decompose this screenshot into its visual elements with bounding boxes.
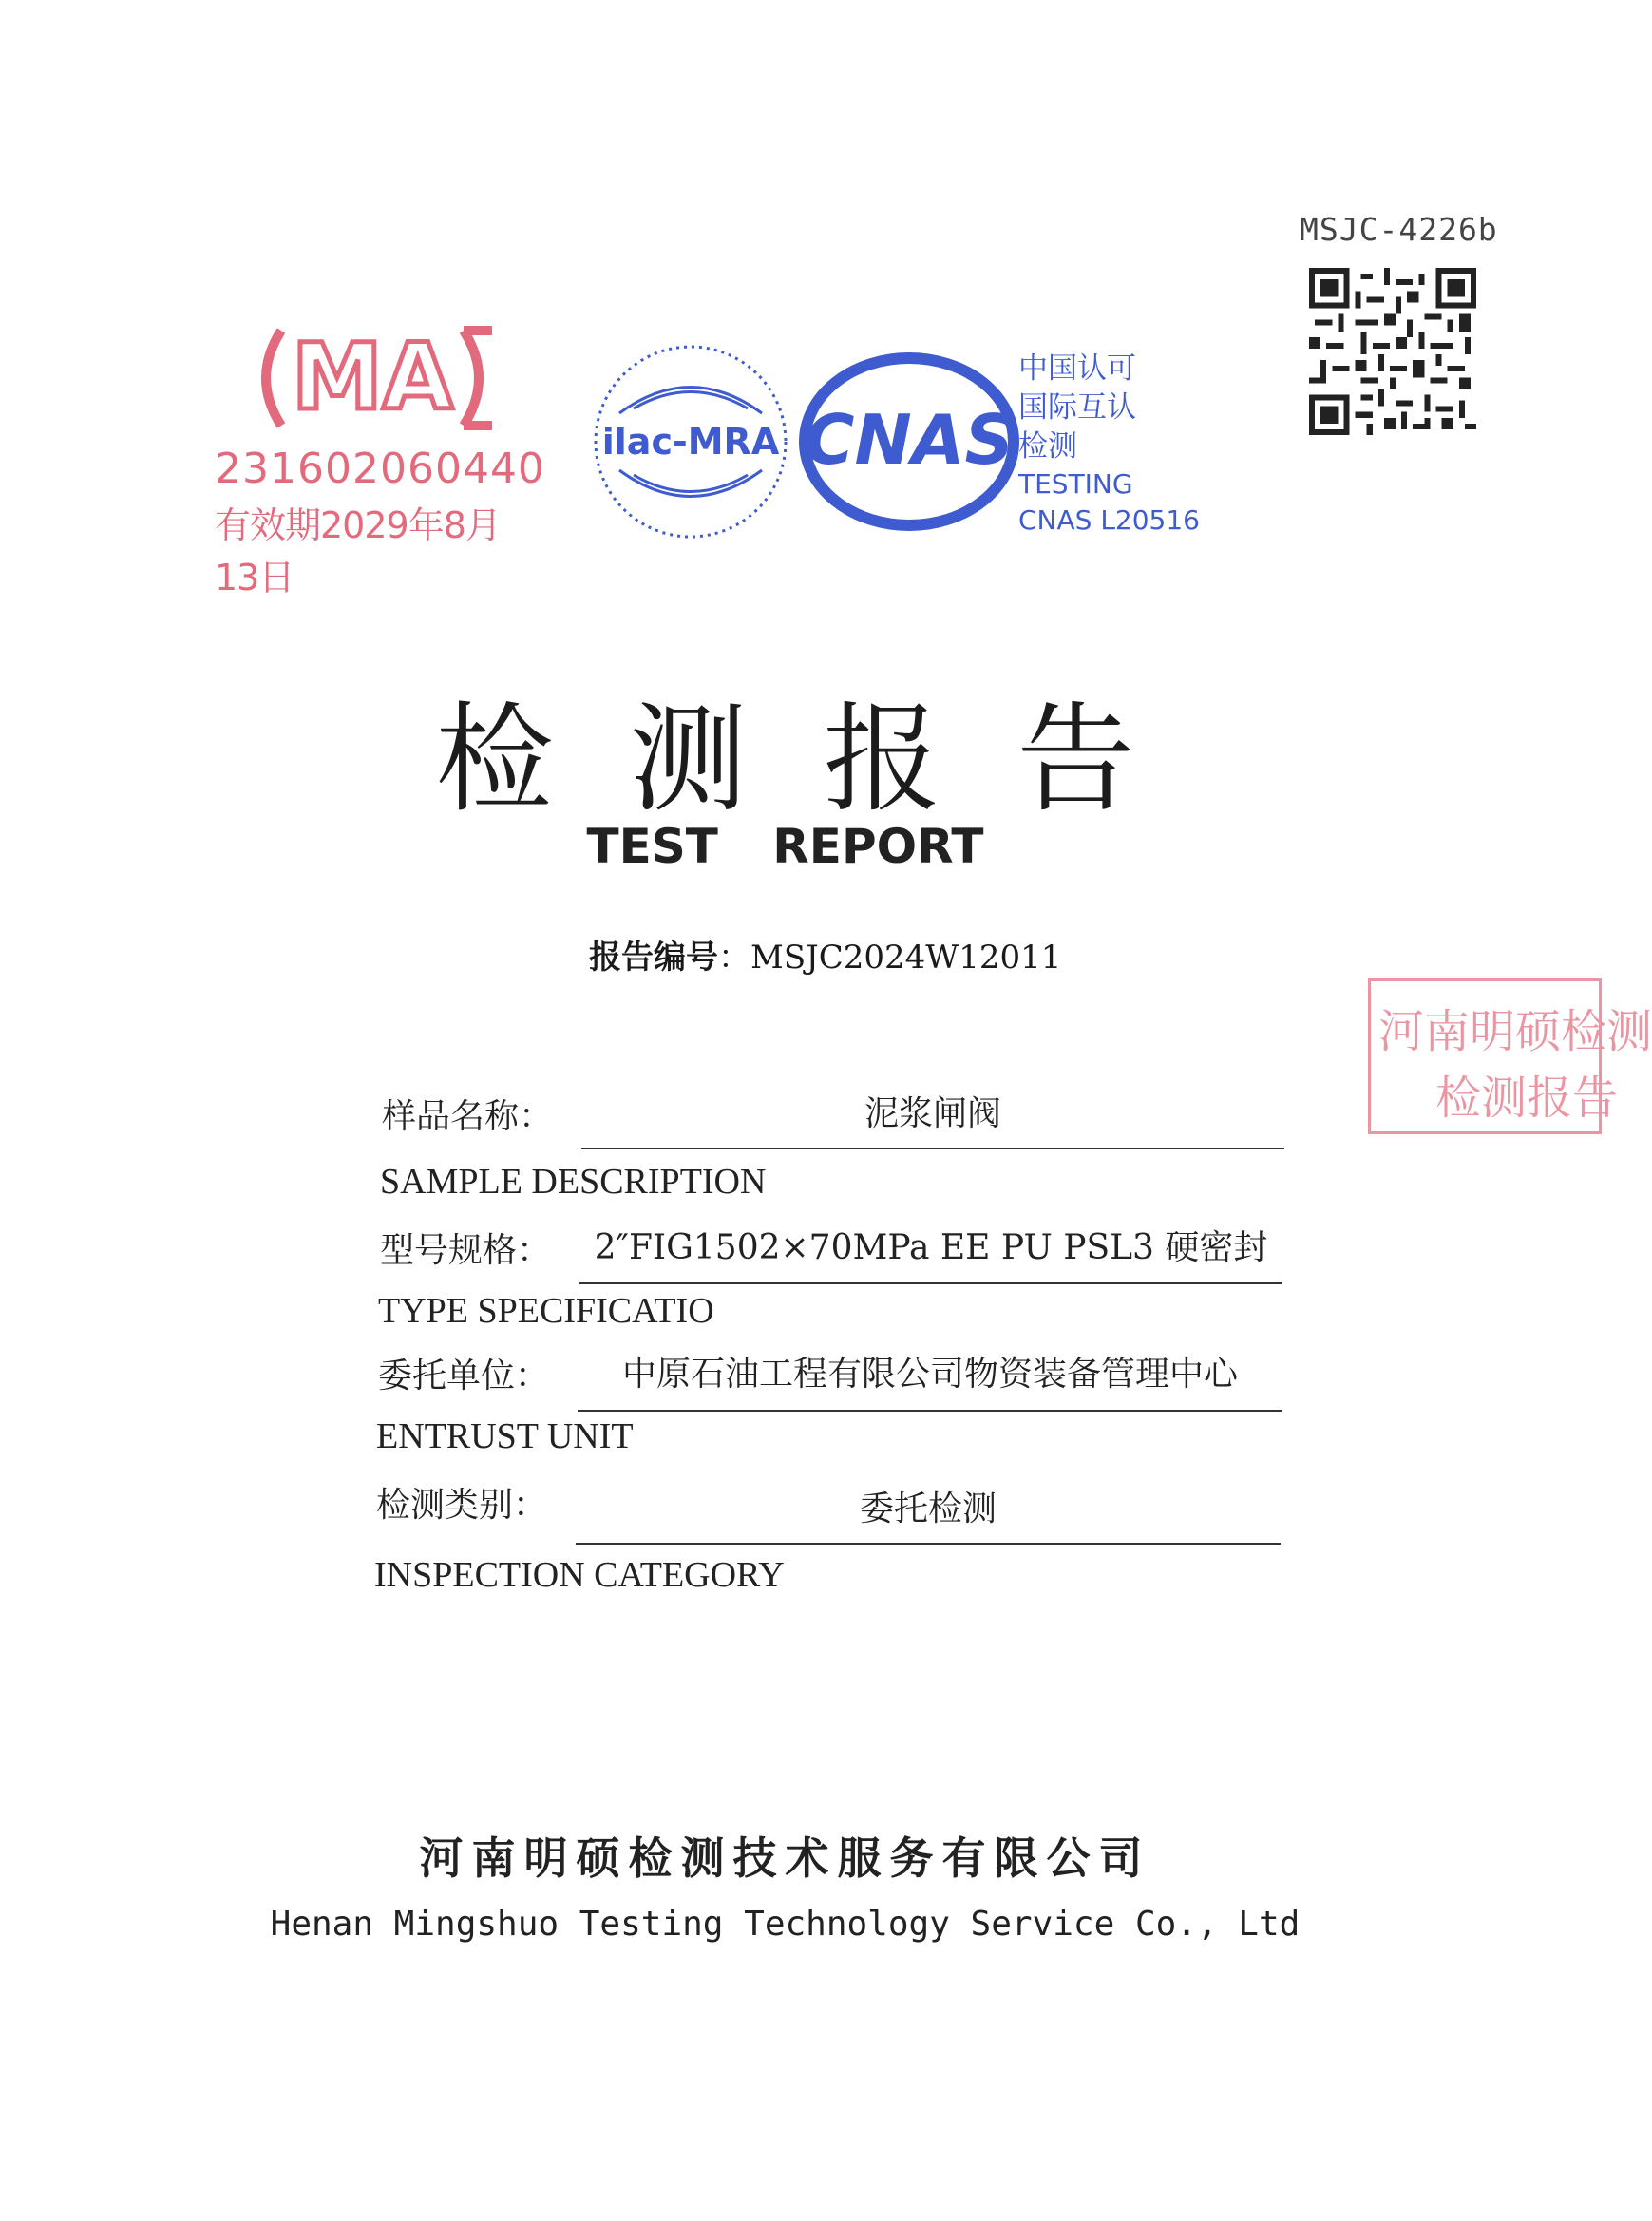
sample-name-underline <box>581 1148 1284 1149</box>
inspection-category-underline <box>576 1543 1281 1545</box>
type-spec-label-en: TYPE SPECIFICATIO <box>378 1291 714 1331</box>
entrust-unit-label-en: ENTRUST UNIT <box>376 1416 634 1456</box>
cnas-cn-line3: 检测 <box>1018 429 1077 464</box>
cnas-number: CNAS L20516 <box>1018 504 1200 536</box>
title-english: TEST REPORT <box>586 819 984 874</box>
cma-stamp <box>211 313 545 598</box>
cma-validity: 有效期2029年8月13日 <box>215 504 501 598</box>
seal-line1: 河南明硕检测 <box>1378 1005 1652 1058</box>
cma-logo-text: MA <box>292 324 453 430</box>
qr-code <box>1309 268 1476 435</box>
report-number <box>589 931 1061 978</box>
cnas-en-line: TESTING <box>1018 468 1133 500</box>
company-name-chinese: 河南明硕检测技术服务有限公司 <box>419 1832 1151 1884</box>
type-spec-underline <box>579 1282 1282 1284</box>
ilac-text: ilac-MRA <box>601 421 780 463</box>
seal-stamp <box>1368 978 1652 1134</box>
sample-name-value: 泥浆闸阀 <box>864 1094 1001 1133</box>
cnas-text: CNAS <box>804 400 1015 480</box>
cnas-cn-line1: 中国认可 <box>1018 351 1136 386</box>
inspection-category-label-en: INSPECTION CATEGORY <box>374 1555 785 1595</box>
entrust-unit-label: 委托单位： <box>378 1357 550 1395</box>
seal-line2: 检测报告 <box>1435 1072 1619 1125</box>
cnas-cn-line2: 国际互认 <box>1018 390 1136 425</box>
sample-name-label: 样品名称： <box>382 1097 554 1136</box>
sample-name-label-en: SAMPLE DESCRIPTION <box>380 1162 767 1202</box>
type-spec-label: 型号规格： <box>380 1231 552 1270</box>
inspection-category-label: 检测类别： <box>376 1486 548 1525</box>
entrust-unit-underline <box>578 1410 1282 1412</box>
ilac-mra-logo <box>591 342 790 541</box>
document-code: MSJC-4226b <box>1300 211 1498 248</box>
cma-number: 231602060440 <box>215 445 545 493</box>
company-name-english: Henan Mingshuo Testing Technology Service Co., Ltd <box>270 1905 1301 1944</box>
cnas-caption <box>1018 350 1200 539</box>
inspection-category-value: 委托检测 <box>859 1490 997 1528</box>
cnas-logo <box>790 351 1028 532</box>
report-number-value: MSJC2024W12011 <box>750 939 1062 977</box>
title-chinese: 检测报告 <box>435 692 1211 828</box>
report-number-separator: ： <box>718 939 750 977</box>
cma-logo <box>243 321 502 435</box>
report-number-label: 报告编号 <box>589 939 718 977</box>
entrust-unit-value: 中原石油工程有限公司物资装备管理中心 <box>621 1355 1238 1394</box>
type-spec-value: 2″FIG1502×70MPa EE PU PSL3 硬密封 <box>594 1228 1268 1267</box>
